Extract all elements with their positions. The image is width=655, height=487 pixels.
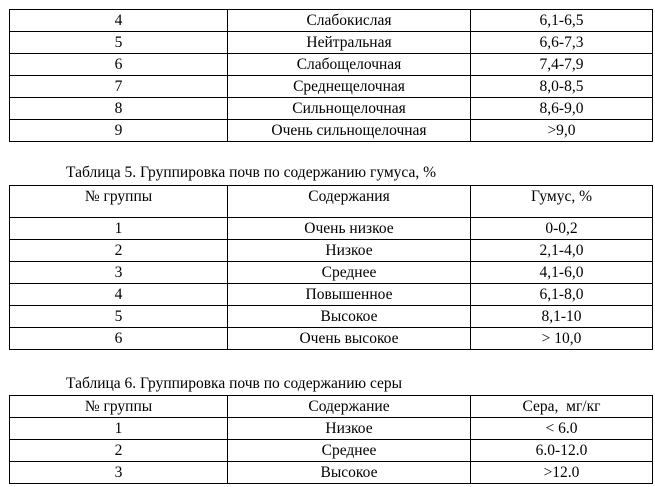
acidity-class-cell: Нейтральная [228,32,471,54]
group-number-cell: 1 [10,418,228,440]
sulfur-range-cell: >12.0 [471,462,653,484]
ph-range-cell: 8,0-8,5 [471,76,653,98]
group-number-cell: 2 [10,240,228,262]
group-number-cell: 3 [10,462,228,484]
column-header-content: Содержание [228,396,471,418]
table-header-row [10,396,653,418]
humus-range-cell: 0-0,2 [471,218,653,240]
content-level-cell: Высокое [228,306,471,328]
acidity-class-cell: Слабощелочная [228,54,471,76]
table-row [10,240,653,262]
humus-range-cell: > 10,0 [471,328,653,350]
ph-range-cell: 6,6-7,3 [471,32,653,54]
column-header-sulfur: Сера, мг/кг [471,396,653,418]
sulfur-range-cell: < 6.0 [471,418,653,440]
group-number-cell: 6 [10,54,228,76]
table-row [10,284,653,306]
group-number-cell: 5 [10,32,228,54]
table-row [10,98,653,120]
content-level-cell: Повышенное [228,284,471,306]
group-number-cell: 5 [10,306,228,328]
group-number-cell: 4 [10,10,228,32]
ph-range-cell: 7,4-7,9 [471,54,653,76]
table-header-row [10,186,653,218]
ph-range-cell: >9,0 [471,120,653,142]
group-number-cell: 2 [10,440,228,462]
content-level-cell: Высокое [228,462,471,484]
humus-table [9,185,653,350]
ph-range-cell: 8,6-9,0 [471,98,653,120]
content-level-cell: Низкое [228,240,471,262]
table-row [10,440,653,462]
content-level-cell: Очень низкое [228,218,471,240]
group-number-cell: 7 [10,76,228,98]
table-row [10,262,653,284]
humus-range-cell: 2,1-4,0 [471,240,653,262]
table-row [10,32,653,54]
content-level-cell: Среднее [228,262,471,284]
acidity-class-cell: Очень сильнощелочная [228,120,471,142]
content-level-cell: Очень высокое [228,328,471,350]
table-row [10,306,653,328]
table-row [10,54,653,76]
group-number-cell: 8 [10,98,228,120]
table-row [10,328,653,350]
soil-acidity-table [9,9,653,142]
acidity-class-cell: Сильнощелочная [228,98,471,120]
sulfur-table [9,395,653,484]
column-header-content: Содержания [228,186,471,218]
content-level-cell: Среднее [228,440,471,462]
acidity-class-cell: Среднещелочная [228,76,471,98]
table-row [10,120,653,142]
humus-range-cell: 6,1-8,0 [471,284,653,306]
humus-range-cell: 8,1-10 [471,306,653,328]
group-number-cell: 3 [10,262,228,284]
humus-range-cell: 4,1-6,0 [471,262,653,284]
group-number-cell: 6 [10,328,228,350]
ph-range-cell: 6,1-6,5 [471,10,653,32]
sulfur-range-cell: 6.0-12.0 [471,440,653,462]
table-row [10,76,653,98]
table-row [10,218,653,240]
table-row [10,10,653,32]
content-level-cell: Низкое [228,418,471,440]
table-row [10,462,653,484]
table-5-caption: Таблица 5. Группировка почв по содержанию гумуса, % [66,164,437,181]
group-number-cell: 1 [10,218,228,240]
group-number-cell: 9 [10,120,228,142]
acidity-class-cell: Слабокислая [228,10,471,32]
column-header-group: № группы [10,186,228,218]
column-header-humus: Гумус, % [471,186,653,218]
group-number-cell: 4 [10,284,228,306]
column-header-group: № группы [10,396,228,418]
table-6-caption: Таблица 6. Группировка почв по содержанию серы [66,375,403,392]
table-row [10,418,653,440]
